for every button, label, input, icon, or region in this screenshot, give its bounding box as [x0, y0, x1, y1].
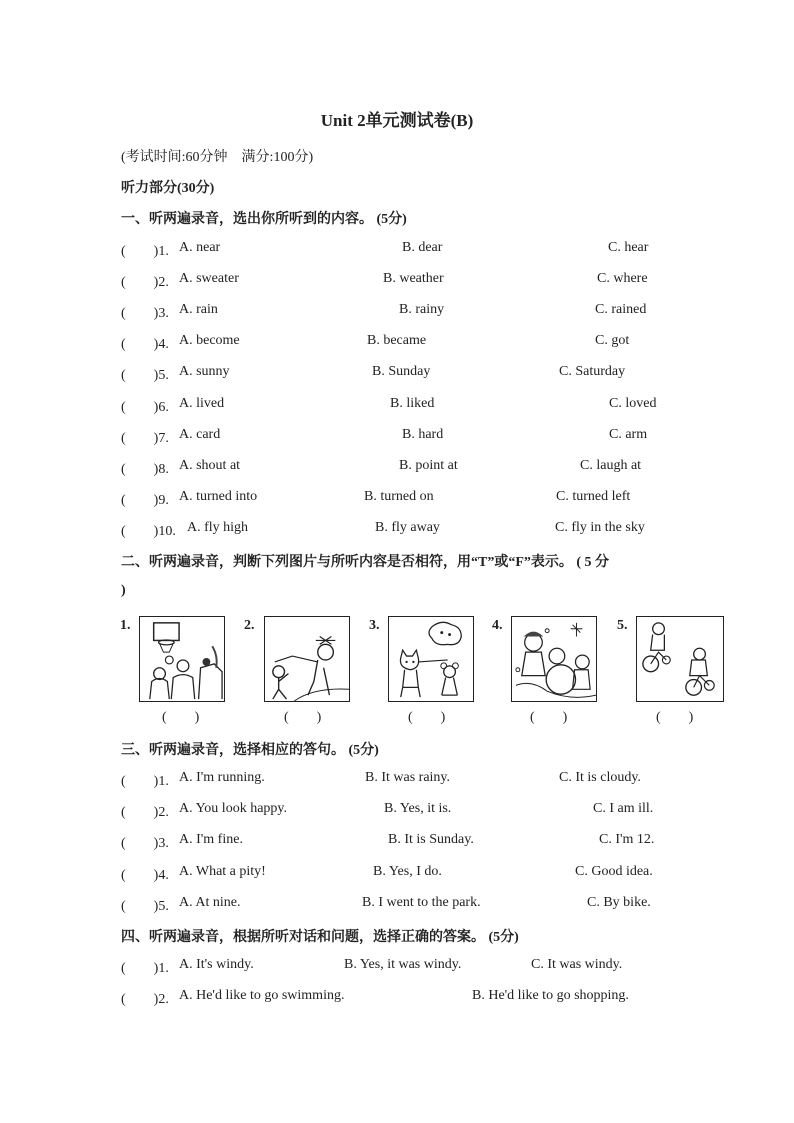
- option-c: C. I am ill.: [593, 801, 654, 816]
- question-row: [121, 271, 681, 291]
- section2-heading: 二、听两遍录音，判断下列图片与所听内容是否相符，用“T”或“F”表示。 ( 5 分: [121, 555, 610, 570]
- option-a: A. rain: [179, 302, 218, 317]
- answer-paren[interactable]: ( ): [284, 710, 322, 725]
- answer-blank[interactable]: ( )2.: [121, 992, 169, 1007]
- answer-blank[interactable]: ( )2.: [121, 805, 169, 820]
- option-c: C. By bike.: [587, 895, 651, 910]
- answer-blank[interactable]: ( )4.: [121, 868, 169, 883]
- option-c: C. got: [595, 333, 630, 348]
- option-c: C. I'm 12.: [599, 832, 655, 847]
- option-c: C. laugh at: [580, 458, 642, 473]
- option-a: A. become: [179, 333, 240, 348]
- option-b: B. It is Sunday.: [388, 832, 474, 847]
- option-a: A. fly high: [187, 520, 249, 535]
- answer-blank[interactable]: ( )2.: [121, 275, 169, 290]
- answer-blank[interactable]: ( )3.: [121, 836, 169, 851]
- question-row: [121, 302, 681, 322]
- option-a: A. card: [179, 427, 221, 442]
- option-b: B. fly away: [375, 520, 440, 535]
- option-a: A. He'd like to go swimming.: [179, 988, 345, 1003]
- option-a: A. What a pity!: [179, 864, 266, 879]
- answer-blank[interactable]: ( )3.: [121, 306, 169, 321]
- listening-part-heading: 听力部分(30分): [121, 181, 215, 196]
- option-c: C. where: [597, 271, 648, 286]
- option-a: A. It's windy.: [179, 957, 254, 972]
- answer-blank[interactable]: ( )5.: [121, 368, 169, 383]
- option-a: A. turned into: [179, 489, 258, 504]
- option-b: B. rainy: [399, 302, 445, 317]
- answer-blank[interactable]: ( )4.: [121, 337, 169, 352]
- option-a: A. You look happy.: [179, 801, 287, 816]
- option-b: B. became: [367, 333, 427, 348]
- picture-number: 3.: [369, 618, 380, 633]
- option-c: C. hear: [608, 240, 649, 255]
- answer-blank[interactable]: ( )5.: [121, 899, 169, 914]
- option-a: A. lived: [179, 396, 225, 411]
- question-row: [121, 427, 681, 447]
- option-b: B. turned on: [364, 489, 434, 504]
- option-b: B. dear: [402, 240, 443, 255]
- section4-heading: 四、听两遍录音，根据所听对话和问题，选择正确的答案。 (5分): [121, 930, 519, 945]
- bikes-illustration: [637, 617, 723, 701]
- option-b: B. Yes, I do.: [373, 864, 442, 879]
- answer-paren[interactable]: ( ): [162, 710, 200, 725]
- question-row: [121, 988, 681, 1008]
- answer-paren[interactable]: ( ): [408, 710, 446, 725]
- exam-info: (考试时间:60分钟 满分:100分): [121, 150, 314, 165]
- answer-paren[interactable]: ( ): [530, 710, 568, 725]
- option-c: C. Saturday: [559, 364, 626, 379]
- option-c: C. It was windy.: [531, 957, 623, 972]
- option-b: B. Yes, it is.: [384, 801, 452, 816]
- question-row: [121, 832, 681, 852]
- picture-basketball: [139, 616, 225, 702]
- section1-heading: 一、听两遍录音，选出你所听到的内容。 (5分): [121, 212, 407, 227]
- option-b: B. liked: [390, 396, 435, 411]
- question-row: [121, 333, 681, 353]
- option-b: B. It was rainy.: [365, 770, 451, 785]
- option-b: B. weather: [383, 271, 444, 286]
- picture-number: 1.: [120, 618, 131, 633]
- question-row: [121, 864, 681, 884]
- question-row: [121, 489, 681, 509]
- option-a: A. I'm fine.: [179, 832, 243, 847]
- question-row: [121, 770, 681, 790]
- option-a: A. shout at: [179, 458, 241, 473]
- option-a: A. near: [179, 240, 221, 255]
- question-row: [121, 801, 681, 821]
- basketball-illustration: [140, 617, 224, 701]
- question-row: [121, 520, 681, 540]
- option-a: A. sunny: [179, 364, 230, 379]
- answer-blank[interactable]: ( )7.: [121, 431, 169, 446]
- option-c: C. loved: [609, 396, 657, 411]
- option-b: B. I went to the park.: [362, 895, 481, 910]
- answer-blank[interactable]: ( )1.: [121, 961, 169, 976]
- option-b: B. point at: [399, 458, 458, 473]
- question-row: [121, 895, 681, 915]
- answer-blank[interactable]: ( )1.: [121, 774, 169, 789]
- picture-number: 2.: [244, 618, 255, 633]
- snowman-illustration: [512, 617, 596, 701]
- picture-bikes: [636, 616, 724, 702]
- option-b: B. Sunday: [372, 364, 431, 379]
- answer-blank[interactable]: ( )6.: [121, 400, 169, 415]
- option-b: B. He'd like to go shopping.: [472, 988, 629, 1003]
- option-c: C. Good idea.: [575, 864, 653, 879]
- answer-blank[interactable]: ( )9.: [121, 493, 169, 508]
- question-row: [121, 364, 681, 384]
- question-row: [121, 396, 681, 416]
- answer-paren[interactable]: ( ): [656, 710, 694, 725]
- question-row: [121, 458, 681, 478]
- picture-cat-mouse: [388, 616, 474, 702]
- picture-snowman: [511, 616, 597, 702]
- option-b: B. hard: [402, 427, 444, 442]
- question-row: [121, 240, 681, 260]
- question-row: [121, 957, 681, 977]
- section3-heading: 三、听两遍录音，选择相应的答句。 (5分): [121, 743, 379, 758]
- option-a: A. sweater: [179, 271, 239, 286]
- cat-mouse-illustration: [389, 617, 473, 701]
- option-c: C. rained: [595, 302, 647, 317]
- picture-number: 5.: [617, 618, 628, 633]
- option-c: C. It is cloudy.: [559, 770, 641, 785]
- answer-blank[interactable]: ( )1.: [121, 244, 169, 259]
- kite-illustration: [265, 617, 349, 701]
- page-title: Unit 2单元测试卷(B): [320, 111, 474, 130]
- picture-kite: [264, 616, 350, 702]
- answer-blank[interactable]: ( )8.: [121, 462, 169, 477]
- answer-blank[interactable]: ( )10.: [121, 524, 176, 539]
- option-b: B. Yes, it was windy.: [344, 957, 462, 972]
- option-c: C. arm: [609, 427, 648, 442]
- section2-heading-cont: ): [121, 583, 126, 598]
- option-c: C. fly in the sky: [555, 520, 645, 535]
- option-a: A. I'm running.: [179, 770, 265, 785]
- option-a: A. At nine.: [179, 895, 241, 910]
- option-c: C. turned left: [556, 489, 631, 504]
- picture-number: 4.: [492, 618, 503, 633]
